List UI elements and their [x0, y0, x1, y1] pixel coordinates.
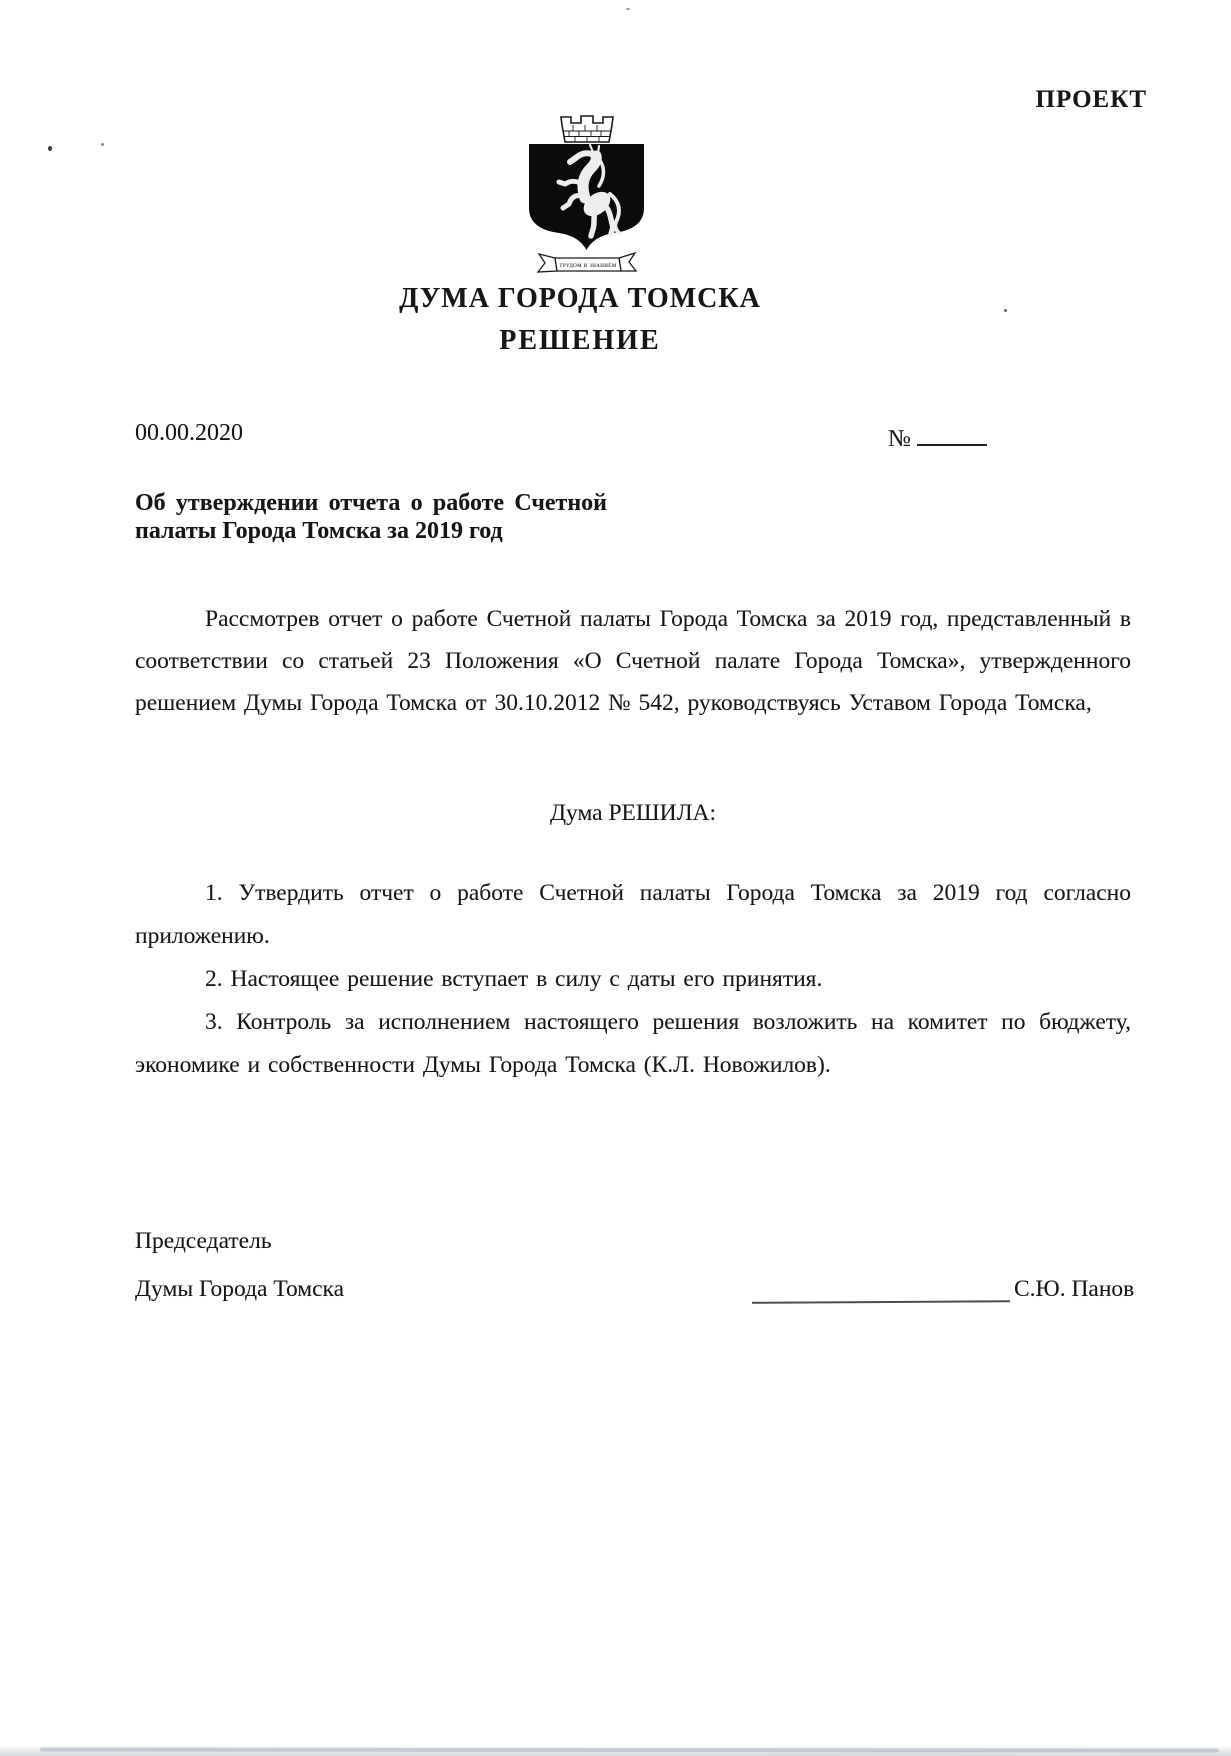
resolution-item-3: 3. Контроль за исполнением настоящего решения возложить на комитет по бюджету, экономике и собственности Думы Города Томска (К.Л. Новожилов). [135, 1009, 1131, 1078]
number-sign: № [888, 426, 911, 452]
resolution-items [135, 872, 1131, 1087]
document-number [888, 420, 987, 453]
scan-speck [1004, 309, 1007, 312]
document-type: РЕШЕНИЕ [499, 325, 661, 356]
number-blank-line [917, 420, 987, 446]
scan-speck [626, 8, 630, 10]
resolution-heading: Дума РЕШИЛА: [549, 800, 717, 826]
signature-blank-line [752, 1300, 1010, 1304]
mural-crown-icon [561, 116, 613, 142]
title-line-1: Об утверждении отчета о работе Счетной [135, 490, 607, 516]
motto-text: ТРУДОМ И ЗНАНИЕМ [559, 264, 617, 269]
tomsk-coat-of-arms-icon [525, 112, 649, 277]
scan-speck [101, 143, 104, 146]
signature-role-line-1: Председатель [135, 1228, 272, 1254]
document-title [135, 489, 607, 545]
scan-speck [48, 146, 52, 151]
title-line-2: палаты Города Томска за 2019 год [135, 518, 503, 544]
organization-name: ДУМА ГОРОДА ТОМСКА [399, 283, 761, 314]
resolution-item-2: 2. Настоящее решение вступает в силу с даты его принятия. [205, 966, 823, 992]
document-date: 00.00.2020 [135, 420, 243, 446]
signatory-name: С.Ю. Панов [1014, 1276, 1135, 1302]
resolution-item-1: 1. Утвердить отчет о работе Счетной палаты Города Томска за 2019 год согласно приложению. [135, 880, 1131, 949]
signature-role-line-2: Думы Города Томска [135, 1276, 345, 1302]
motto-ribbon-icon [538, 253, 636, 272]
preamble-paragraph: Рассмотрев отчет о работе Счетной палаты Города Томска за 2019 год, представленный в соответствии со статьей 23 Положения «О Счетной палате Города Томска», утвержденного решением Думы Города Томска от 30.10.2012 № 542, руководствуясь Уставом Города Томска, [135, 606, 1131, 716]
draft-label: ПРОЕКТ [1035, 86, 1147, 113]
